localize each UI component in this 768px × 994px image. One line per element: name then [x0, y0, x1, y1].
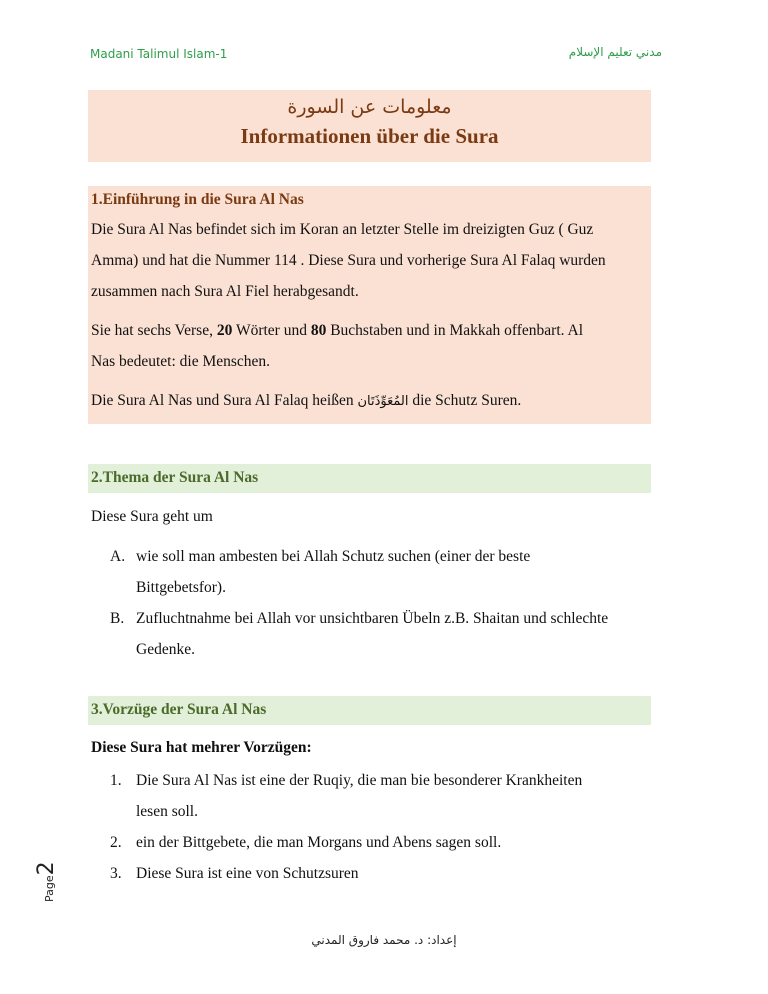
section1-p2-line1 [91, 315, 648, 346]
page-number-block [28, 860, 68, 908]
list-item [110, 858, 670, 889]
section1-p1-line1: Die Sura Al Nas befindet sich im Koran an letzter Stelle im dreizigten Guz ( Guz [91, 221, 594, 238]
list-item-line2: lesen soll. [136, 803, 198, 820]
section1-p1-line2: Amma) und hat die Nummer 114 . Diese Sura und vorherige Sura Al Falaq wurden [91, 252, 606, 269]
section2-intro: Diese Sura geht um [91, 508, 213, 525]
page-number: 2 [34, 861, 59, 876]
title-arabic: معلومات عن السورة [287, 96, 452, 118]
section1-p3-arabic: المُعَوِّذَتَان [357, 394, 409, 409]
section2-list [110, 541, 670, 665]
section2-heading-bar [88, 464, 651, 493]
section1-p3-a: Die Sura Al Nas und Sura Al Falaq heißen [91, 392, 358, 409]
list-item-line2: Bittgebetsfor). [136, 579, 226, 596]
footer-author: إعداد: د. محمد فاروق المدني [311, 933, 457, 947]
section3-heading: 3.Vorzüge der Sura Al Nas [91, 701, 267, 718]
header-left: Madani Talimul Islam-1 [90, 47, 228, 61]
section2-heading: 2.Thema der Sura Al Nas [91, 469, 259, 486]
section3-heading-bar [88, 696, 651, 725]
section3-list [110, 765, 670, 889]
section1-p2-line2: Nas bedeutet: die Menschen. [91, 353, 271, 370]
list-marker: 3. [110, 865, 122, 882]
list-marker: B. [110, 610, 125, 627]
list-item-line1: ein der Bittgebete, die man Morgans und Abens sagen soll. [136, 834, 502, 851]
list-marker: 2. [110, 834, 122, 851]
section1-p2-c: Buchstaben und in Makkah offenbart. Al [326, 322, 584, 339]
section-introduction [88, 186, 651, 424]
section1-p2-a: Sie hat sechs Verse, [91, 322, 217, 339]
section1-paragraph2 [88, 315, 651, 377]
header-right: مدني تعليم الإسلام [568, 45, 662, 59]
page-label: Page [43, 875, 56, 902]
list-item-line2: Gedenke. [136, 641, 195, 658]
list-item-line1: Die Sura Al Nas ist eine der Ruqiy, die man bie besonderer Krankheiten [136, 772, 583, 789]
section1-p3-b: die Schutz Suren. [408, 392, 522, 409]
title-box [88, 90, 651, 162]
list-item [110, 603, 670, 665]
section1-p1-line3: zusammen nach Sura Al Fiel herabgesandt. [91, 283, 359, 300]
section1-paragraph3 [88, 385, 651, 417]
list-item [110, 541, 670, 603]
section1-p2-b: Wörter und [232, 322, 311, 339]
list-marker: A. [110, 548, 126, 565]
section1-heading: 1.Einführung in die Sura Al Nas [91, 191, 304, 208]
section1-paragraph1 [88, 214, 651, 307]
list-item-line1: Zufluchtnahme bei Allah vor unsichtbaren Übeln z.B. Shaitan und schlechte [136, 610, 609, 627]
list-item-line1: wie soll man ambesten bei Allah Schutz suchen (einer der beste [136, 548, 531, 565]
list-item [110, 765, 670, 827]
section3-intro: Diese Sura hat mehrer Vorzügen: [91, 739, 312, 756]
list-item [110, 827, 670, 858]
title-german: Informationen über die Sura [240, 124, 499, 148]
word-count: 20 [216, 322, 233, 339]
list-item-line1: Diese Sura ist eine von Schutzsuren [136, 865, 359, 882]
letter-count: 80 [310, 322, 327, 339]
list-marker: 1. [110, 772, 122, 789]
